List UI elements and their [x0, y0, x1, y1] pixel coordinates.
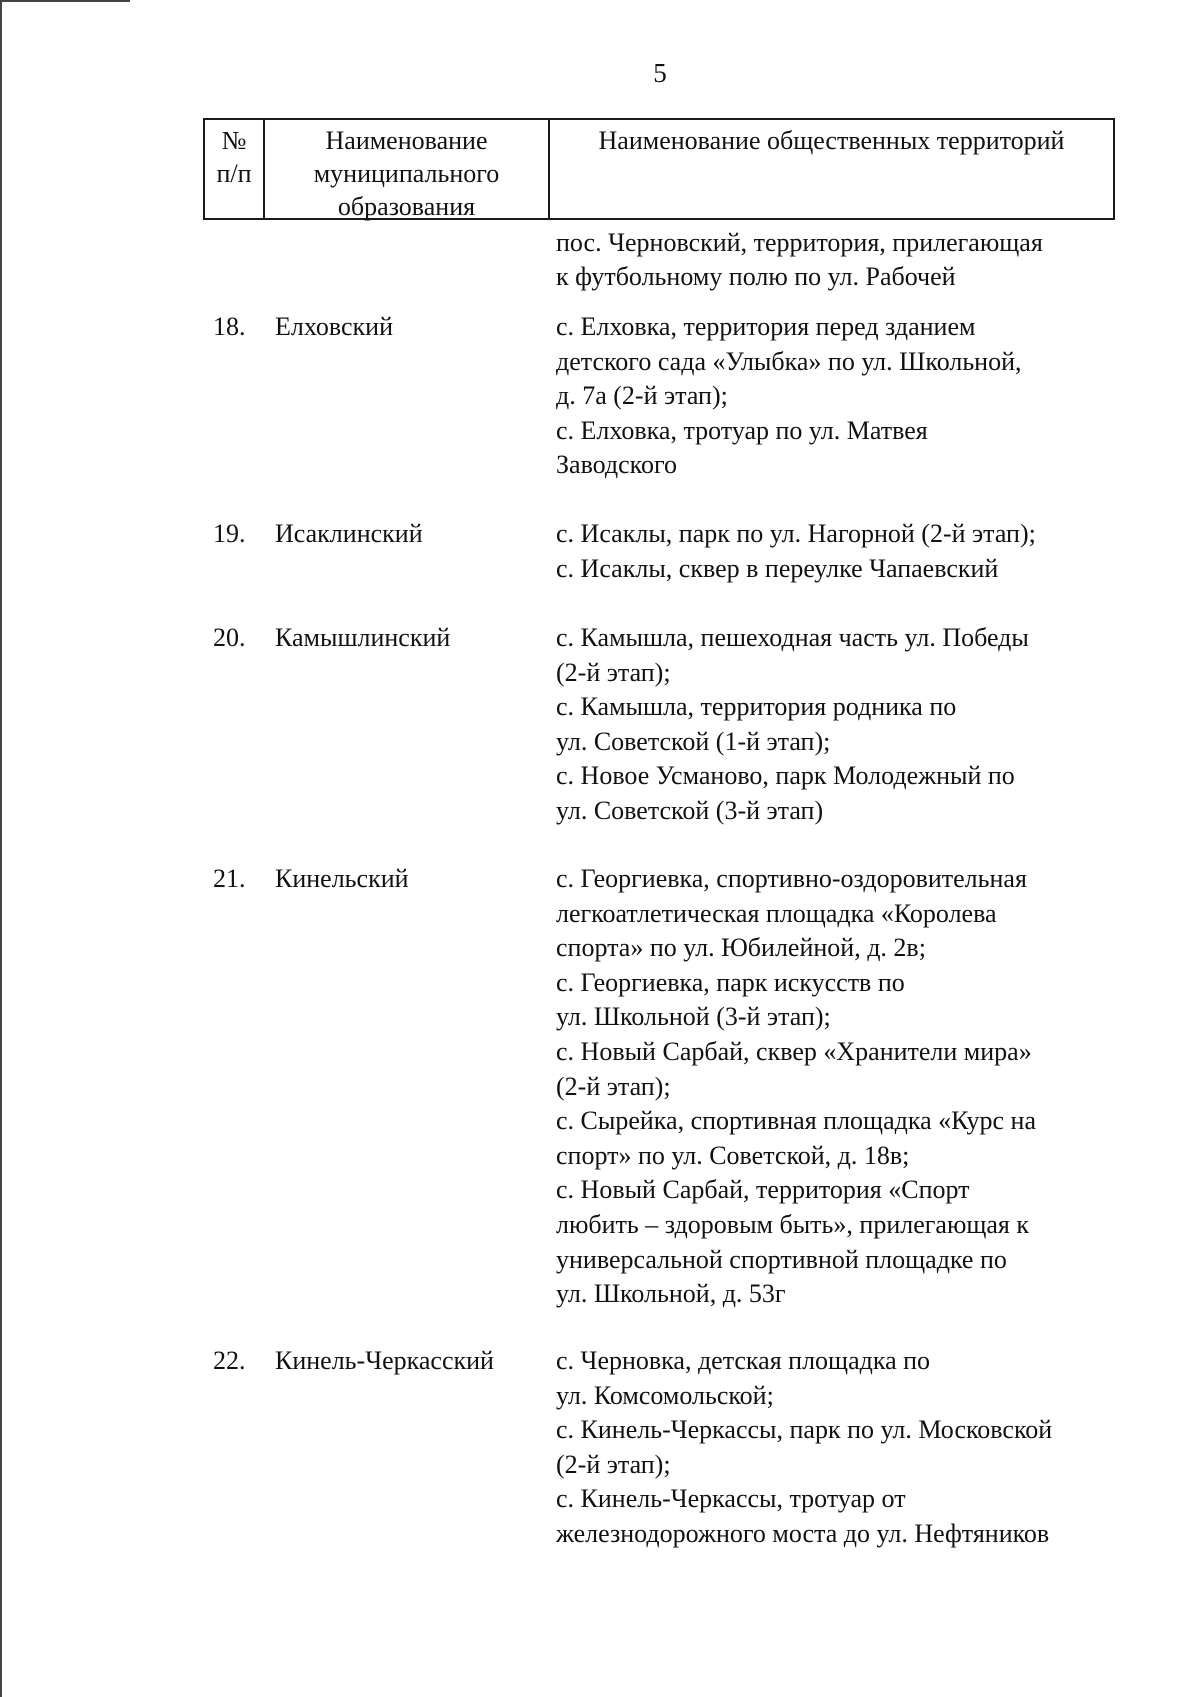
municipality-name: Камышлинский [275, 623, 451, 652]
territory-line: (2-й этап); [556, 1071, 671, 1101]
territory-line: с. Камышла, пешеходная часть ул. Победы [556, 623, 1029, 652]
territory-line: с. Исаклы, сквер в переулке Чапаевский [556, 553, 999, 583]
territory-line: ул. Школьной (3-й этап); [556, 1002, 831, 1032]
scan-top-edge [0, 0, 130, 2]
page-number: 5 [653, 58, 667, 88]
territory-line: с. Новый Сарбай, территория «Спорт [556, 1175, 970, 1205]
territory-line: Заводского [556, 450, 678, 480]
territory-line: с. Кинель-Черкассы, парк по ул. Московской [556, 1415, 1053, 1445]
territory-line: ул. Советской (1-й этап); [556, 726, 831, 756]
territory-line: с. Камышла, территория родника по [556, 692, 957, 722]
territory-list [556, 517, 1121, 586]
territory-line: пос. Черновский, территория, прилегающая [556, 228, 1043, 257]
municipality-name: Кинельский [275, 864, 409, 893]
territory-line: с. Кинель-Черкассы, тротуар от [556, 1484, 906, 1514]
header-col-municipality-line: муниципального [313, 159, 500, 188]
municipality-name: Кинель-Черкасский [275, 1346, 494, 1375]
territory-line: с. Новый Сарбай, сквер «Хранители мира» [556, 1036, 1032, 1066]
header-col-number-line: п/п [216, 159, 252, 188]
header-col-territories [550, 120, 1113, 218]
row-number: 22. [213, 1346, 246, 1375]
territory-line: ул. Комсомольской; [556, 1380, 774, 1410]
municipality-name: Елховский [275, 312, 393, 341]
territory-list [556, 862, 1121, 1312]
scan-left-edge [0, 0, 2, 1697]
territory-list [556, 621, 1121, 829]
territory-line: д. 7а (2-й этап); [556, 381, 728, 411]
territory-list [556, 1344, 1121, 1552]
territory-line: любить – здоровым быть», прилегающая к [556, 1209, 1030, 1239]
header-col-number [205, 120, 265, 218]
header-col-number-line: № [221, 126, 247, 155]
territory-line: с. Георгиевка, спортивно-оздоровительная [556, 864, 1027, 893]
territory-line: ул. Советской (3-й этап) [556, 795, 824, 825]
territory-line: к футбольному полю по ул. Рабочей [556, 262, 956, 291]
continuation-territories [556, 226, 1116, 294]
row-number: 18. [213, 312, 246, 341]
territory-line: с. Георгиевка, парк искусств по [556, 967, 905, 997]
header-col-municipality-line: Наименование [325, 126, 488, 155]
territory-line: детского сада «Улыбка» по ул. Школьной, [556, 346, 1022, 376]
territory-line: с. Елховка, тротуар по ул. Матвея [556, 415, 928, 445]
table-header [203, 118, 1115, 220]
territory-line: железнодорожного моста до ул. Нефтяников [556, 1518, 1050, 1548]
territory-line: (2-й этап); [556, 1449, 671, 1479]
territory-line: (2-й этап); [556, 657, 671, 687]
row-number: 21. [213, 864, 246, 893]
territory-line: ул. Школьной, д. 53г [556, 1279, 786, 1309]
territory-line: с. Новое Усманово, парк Молодежный по [556, 761, 1015, 791]
territory-line: спорта» по ул. Юбилейной, д. 2в; [556, 933, 926, 963]
territory-list [556, 310, 1121, 483]
header-col-municipality-line: образования [337, 192, 476, 221]
row-number: 19. [213, 519, 246, 548]
territory-line: с. Сырейка, спортивная площадка «Курс на [556, 1106, 1036, 1136]
municipality-name: Исаклинский [275, 519, 423, 548]
territory-line: с. Елховка, территория перед зданием [556, 312, 976, 341]
territory-line: универсальной спортивной площадке по [556, 1244, 1007, 1274]
territory-line: с. Исаклы, парк по ул. Нагорной (2-й этап); [556, 519, 1036, 548]
territory-line: спорт» по ул. Советской, д. 18в; [556, 1140, 910, 1170]
header-col-territories-line: Наименование общественных территорий [598, 126, 1065, 155]
header-col-municipality [265, 120, 550, 221]
territory-line: с. Черновка, детская площадка по [556, 1346, 931, 1375]
row-number: 20. [213, 623, 246, 652]
territory-line: легкоатлетическая площадка «Королева [556, 898, 997, 928]
